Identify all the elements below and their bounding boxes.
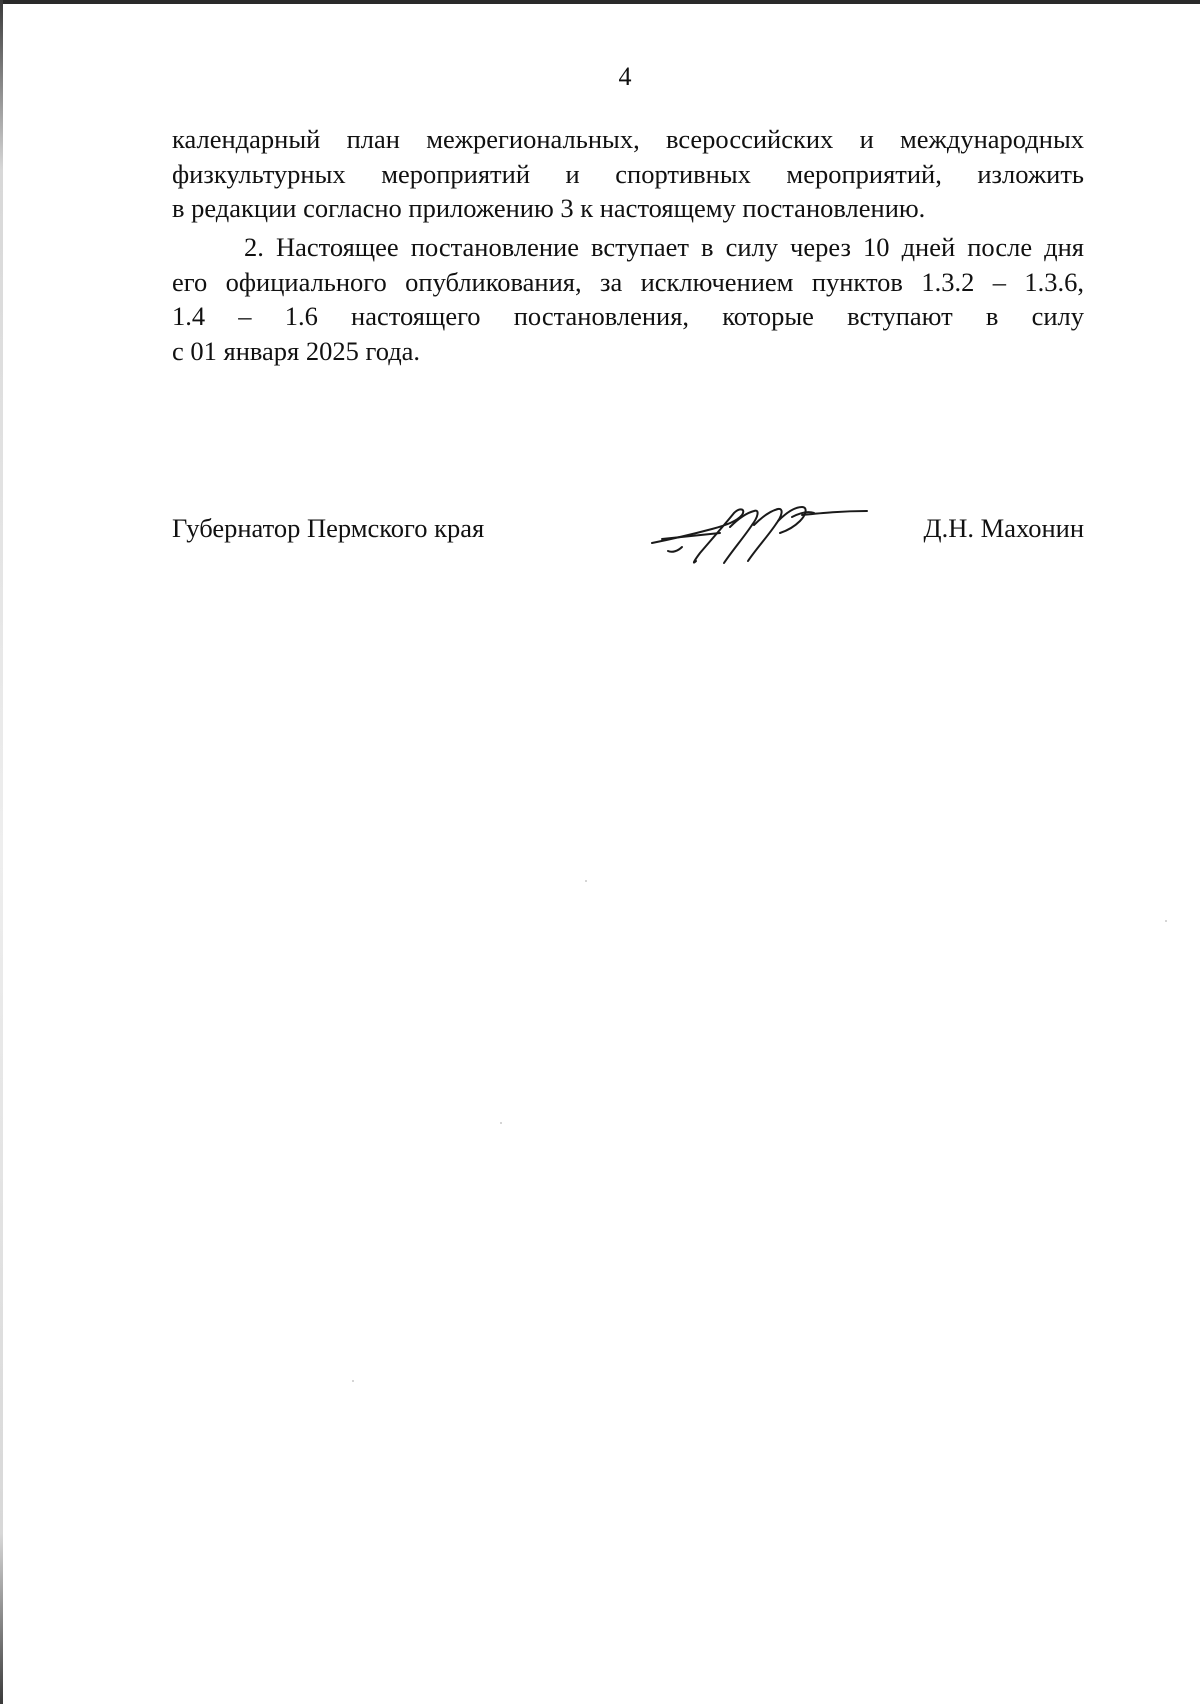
scan-edge-top — [0, 0, 1200, 4]
page-number: 4 — [618, 62, 632, 91]
paragraph-1-line-1: календарный план межрегиональных, всероссийских и международных — [172, 124, 1084, 154]
signature-block — [172, 513, 1084, 563]
scan-speck — [352, 1380, 354, 1382]
paragraph-2-line-4: с 01 января 2025 года. — [172, 335, 421, 366]
paragraph-1-line-2: физкультурных мероприятий и спортивных мероприятий, изложить — [172, 158, 1084, 189]
paragraph-2-line-3: 1.4 – 1.6 настоящего постановления, которые вступают в силу — [172, 301, 1084, 331]
scan-edge-left — [0, 0, 3, 1704]
paragraph-2-line-2: его официального опубликования, за исключением пунктов 1.3.2 – 1.3.6, — [172, 266, 1084, 297]
paragraph-1 — [172, 122, 1084, 226]
scan-speck — [585, 880, 587, 882]
paragraph-2 — [172, 230, 1084, 368]
paragraph-1-line-3: в редакции согласно приложению 3 к настоящему постановлению. — [172, 193, 926, 223]
scan-speck — [500, 1122, 502, 1124]
handwritten-signature-icon — [642, 491, 872, 581]
scan-speck — [1165, 920, 1167, 922]
signatory-position: Губернатор Пермского края — [172, 513, 485, 543]
signatory-name: Д.Н. Махонин — [923, 513, 1084, 543]
paragraph-2-line-1: 2. Настоящее постановление вступает в силу через 10 дней после дня — [244, 232, 1084, 262]
